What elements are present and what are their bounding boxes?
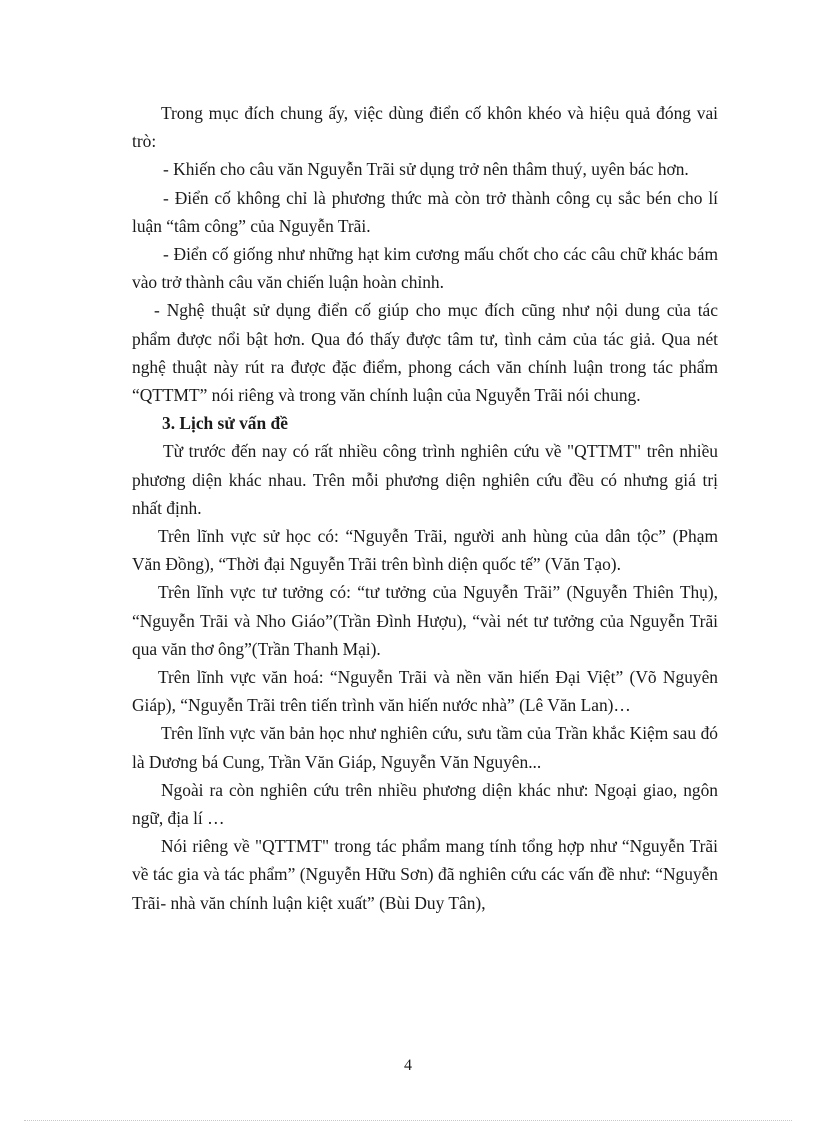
paragraph: Trên lĩnh vực văn bản học như nghiên cứu, sưu tầm của Trần khắc Kiệm sau đó là Dương bá Cung, Trần Văn Giáp, Nguyễn Văn Nguyên... — [132, 723, 718, 772]
paragraph: Trên lĩnh vực sử học có: “Nguyễn Trãi, người anh hùng của dân tộc” (Phạm Văn Đồng), “Thời đại Nguyễn Trãi trên bình diện quốc tế” (Văn Tạo). — [132, 526, 718, 575]
page-divider — [24, 1120, 792, 1121]
section-heading: 3. Lịch sử vấn đề — [162, 413, 288, 434]
paragraph: Trên lĩnh vực tư tưởng có: “tư tưởng của Nguyễn Trãi” (Nguyễn Thiên Thụ), “Nguyễn Trãi và Nho Giáo”(Trần Đình Hượu), “vài nét tư tưởng của Nguyễn Trãi qua văn thơ ông”(Trần Thanh Mại). — [132, 582, 718, 659]
bullet-item: - Điển cố không chỉ là phương thức mà còn trở thành công cụ sắc bén cho lí luận “tâm công” của Nguyễn Trãi. — [132, 187, 718, 236]
paragraph: Từ trước đến nay có rất nhiều công trình nghiên cứu về "QTTMT" trên nhiều phương diện khác nhau. Trên mỗi phương diện nghiên cứu đều có nhưng giá trị nhất định. — [132, 441, 718, 518]
bullet-item: - Khiến cho câu văn Nguyễn Trãi sử dụng trở nên thâm thuý, uyên bác hơn. — [163, 159, 689, 180]
paragraph: Nói riêng về "QTTMT" trong tác phẩm mang tính tổng hợp như “Nguyễn Trãi về tác gia và tác phẩm” (Nguyễn Hữu Sơn) đã nghiên cứu các vấn đề như: “Nguyễn Trãi- nhà văn chính luận kiệt xuất” (Bùi Duy Tân), — [132, 836, 718, 913]
body-text — [132, 99, 718, 917]
paragraph-intro: Trong mục đích chung ấy, việc dùng điển cố khôn khéo và hiệu quả đóng vai trò: — [132, 103, 718, 152]
bullet-item: - Điển cố giống như những hạt kim cương mấu chốt cho các câu chữ khác bám vào trở thành câu văn chiến luận hoàn chỉnh. — [132, 244, 718, 293]
bullet-item: - Nghệ thuật sử dụng điển cố giúp cho mục đích cũng như nội dung của tác phẩm được nổi bật hơn. Qua đó thấy được tâm tư, tình cảm của tác giả. Qua nét nghệ thuật này rút ra được đặc điểm, phong cách văn chính luận trong tác phẩm “QTTMT” nói riêng và trong văn chính luận của Nguyễn Trãi nói chung. — [132, 300, 718, 406]
paragraph: Trên lĩnh vực văn hoá: “Nguyễn Trãi và nền văn hiến Đại Việt” (Võ Nguyên Giáp), “Nguyễn Trãi trên tiến trình văn hiến nước nhà” (Lê Văn Lan)… — [132, 667, 718, 716]
paragraph: Ngoài ra còn nghiên cứu trên nhiều phương diện khác như: Ngoại giao, ngôn ngữ, địa lí … — [132, 779, 718, 829]
page-number: 4 — [404, 1057, 412, 1074]
